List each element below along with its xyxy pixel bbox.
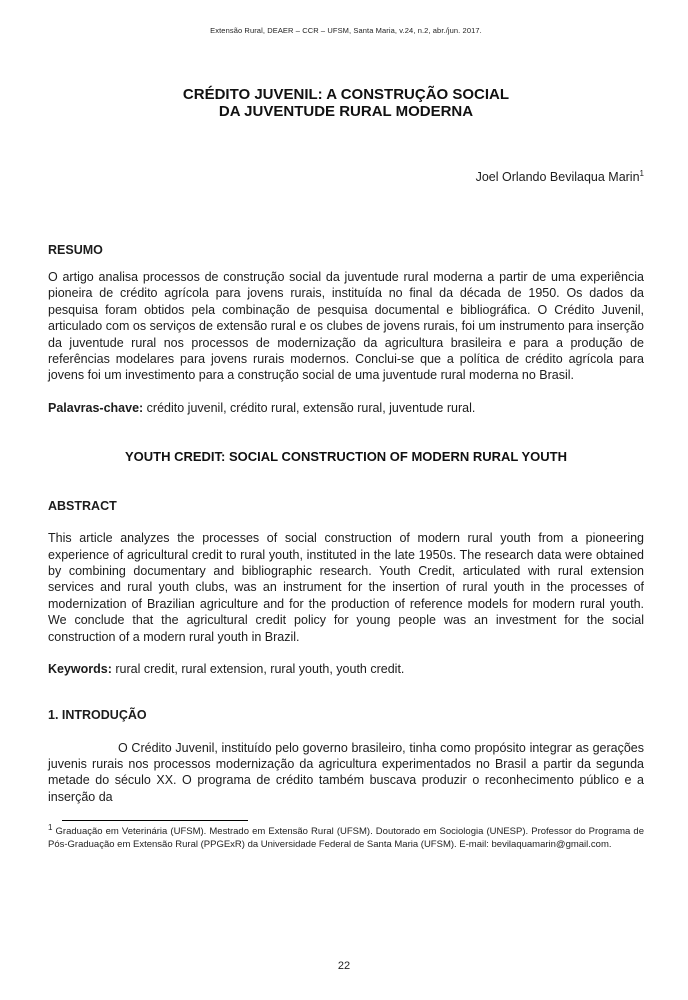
keywords-label: Keywords: bbox=[48, 662, 112, 677]
introduction-paragraph: O Crédito Juvenil, instituído pelo governo brasileiro, tinha como propósito integrar as gerações juvenis rurais nos processos modernização da agricultura experimentados no Brasil a partir da segunda metade do século XX. O programa de crédito também buscava produzir o reconhecimento público e a inserção da bbox=[48, 740, 644, 804]
journal-header: Extensão Rural, DEAER – CCR – UFSM, Santa Maria, v.24, n.2, abr./jun. 2017. bbox=[210, 26, 482, 35]
footnote bbox=[48, 822, 644, 851]
paper-title-line2: DA JUVENTUDE RURAL MODERNA bbox=[218, 102, 474, 120]
page-content bbox=[0, 26, 688, 851]
palavras-chave-label: Palavras-chave: bbox=[48, 400, 144, 415]
footnote-separator-rule bbox=[62, 820, 248, 821]
author-line bbox=[48, 170, 644, 185]
keywords-text: rural credit, rural extension, rural youth, youth credit. bbox=[111, 662, 405, 677]
palavras-chave-line bbox=[48, 400, 644, 416]
paper-title bbox=[48, 87, 644, 120]
palavras-chave-text: crédito juvenil, crédito rural, extensão rural, juventude rural. bbox=[143, 400, 476, 415]
english-title: YOUTH CREDIT: SOCIAL CONSTRUCTION OF MODERN RURAL YOUTH bbox=[124, 449, 567, 465]
resumo-heading: RESUMO bbox=[48, 243, 103, 257]
author-name: Joel Orlando Bevilaqua Marin bbox=[475, 170, 640, 184]
author-footnote-ref: 1 bbox=[639, 168, 644, 178]
abstract-heading: ABSTRACT bbox=[48, 499, 117, 514]
paper-title-line1: CRÉDITO JUVENIL: A CONSTRUÇÃO SOCIAL bbox=[182, 86, 510, 103]
footnote-ref: 1 bbox=[48, 822, 53, 832]
abstract-paragraph: This article analyzes the processes of social construction of modern rural youth from a pioneering experience of agricultural credit to rural youth, instituted in the late 1950s. The research data were obtained by combining documentary and bibliographic research. Youth Credit, articulated with rural extension services and rural youth clubs, was an instrument for the insertion of rural youth in the processes of modernization of Brazilian agriculture and for the production of reference models for modern rural youth. We conclude that the agricultural credit policy for young people was an investment for the social construction of a modern rural youth in Brazil. bbox=[48, 531, 644, 644]
keywords-line bbox=[48, 661, 644, 677]
introduction-heading: 1. INTRODUÇÃO bbox=[48, 707, 147, 722]
resumo-paragraph: O artigo analisa processos de construção social da juventude rural moderna a partir de uma experiência pioneira de crédito agrícola para jovens rurais, instituída no final da década de 1950. Os dados da pesquisa foram obtidos pela combinação de pesquisa documental e bibliográfica. O Crédito Juvenil, articulado com os serviços de extensão rural e os clubes de jovens rurais, foi um instrumento para inserção da juventude rural nos processos de modernização da agricultura brasileira e para a produção de referências modelares para jovens rurais modernos. Conclui-se que a política de crédito agrícola para jovens foi um investimento para a construção social de uma juventude rural moderna no Brasil. bbox=[48, 270, 644, 383]
footnote-text: Graduação em Veterinária (UFSM). Mestrado em Extensão Rural (UFSM). Doutorado em Sociologia (UNESP). Professor do Programa de Pós-Graduação em Extensão Rural (PPGExR) da Universidade Federal de Santa Maria (UFSM). E-mail: bevilaquamarin@gmail.com. bbox=[48, 826, 644, 850]
page-number: 22 bbox=[337, 960, 351, 972]
